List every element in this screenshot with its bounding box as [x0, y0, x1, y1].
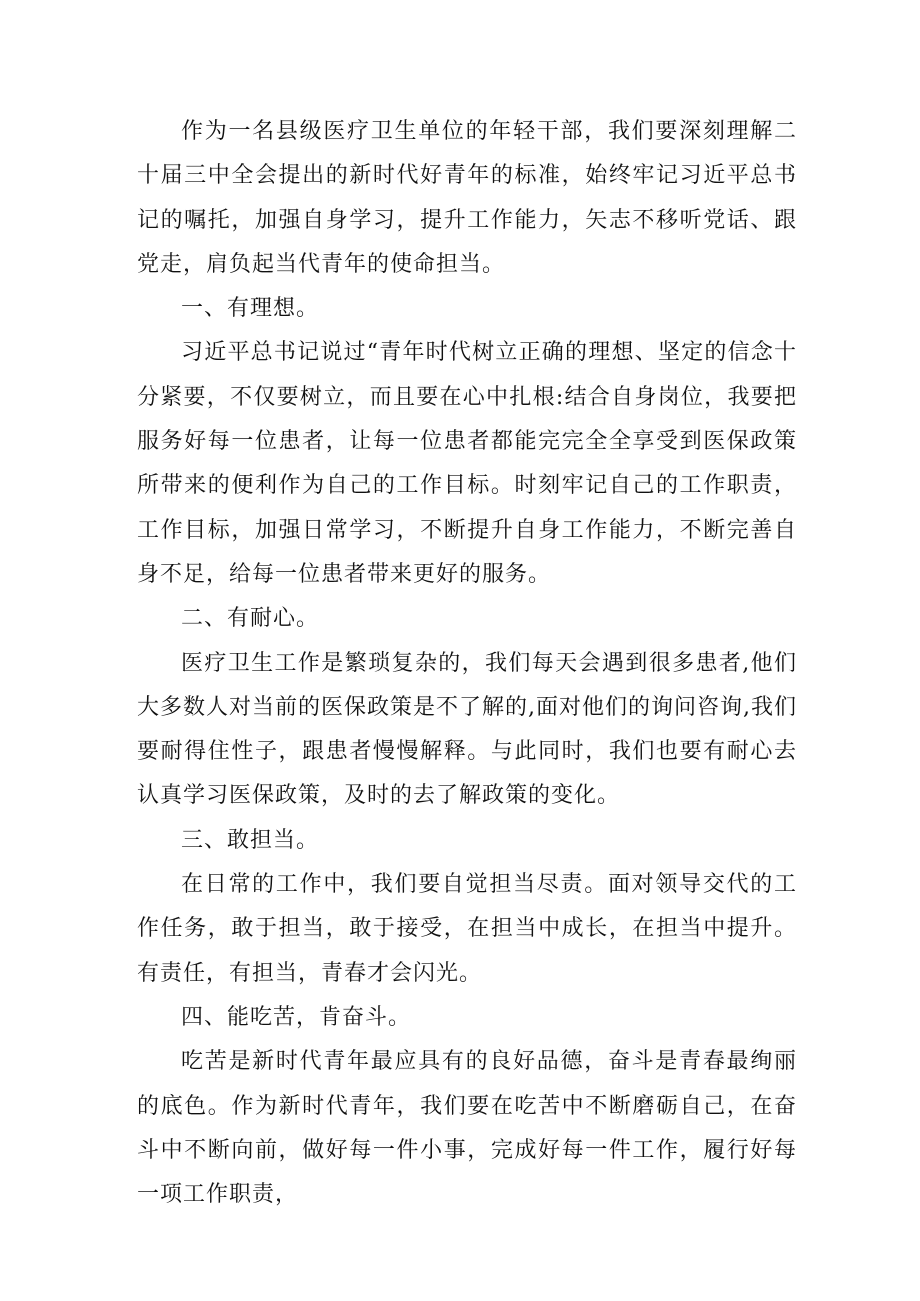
intro-paragraph: 作为一名县级医疗卫生单位的年轻干部，我们要深刻理解二十届三中全会提出的新时代好青年的标准，始终牢记习近平总书记的嘱托，加强自身学习，提升工作能力，矢志不移听党话、跟党走，肩负起当代青年的使命担当。 — [137, 119, 797, 277]
section-heading-hardwork: 四、能吃苦，肯奋斗。 — [181, 1004, 412, 1030]
patience-paragraph: 医疗卫生工作是繁琐复杂的，我们每天会遇到很多患者,他们大多数人对当前的医保政策是不了解的,面对他们的询问咨询,我们要耐得住性子，跟患者慢慢解释。与此同时，我们也要有耐心去认真学习医保政策，及时的去了解政策的变化。 — [137, 650, 797, 809]
responsibility-paragraph: 在日常的工作中，我们要自觉担当尽责。面对领导交代的工作任务，敢于担当，敢于接受，在担当中成长，在担当中提升。有责任，有担当，青春才会闪光。 — [137, 872, 797, 986]
ideals-paragraph: 习近平总书记说过“青年时代树立正确的理想、坚定的信念十分紧要，不仅要树立，而且要在心中扎根:结合自身岗位，我要把服务好每一位患者，让每一位患者都能完完全全享受到医保政策所带来的便利作为自己的工作目标。时刻牢记自己的工作职责，工作目标，加强日常学习，不断提升自身工作能力，不断完善自身不足，给每一位患者带来更好的服务。 — [137, 340, 797, 587]
document-body — [137, 110, 797, 1217]
section-heading-ideals: 一、有理想。 — [181, 296, 320, 322]
section-heading-patience: 二、有耐心。 — [181, 606, 320, 632]
hardwork-paragraph: 吃苦是新时代青年最应具有的良好品德，奋斗是青春最绚丽的底色。作为新时代青年，我们要在吃苦中不断磨砺自己，在奋斗中不断向前，做好每一件小事，完成好每一件工作，履行好每一项工作职责， — [137, 1049, 797, 1208]
section-heading-responsibility: 三、敢担当。 — [181, 827, 320, 853]
